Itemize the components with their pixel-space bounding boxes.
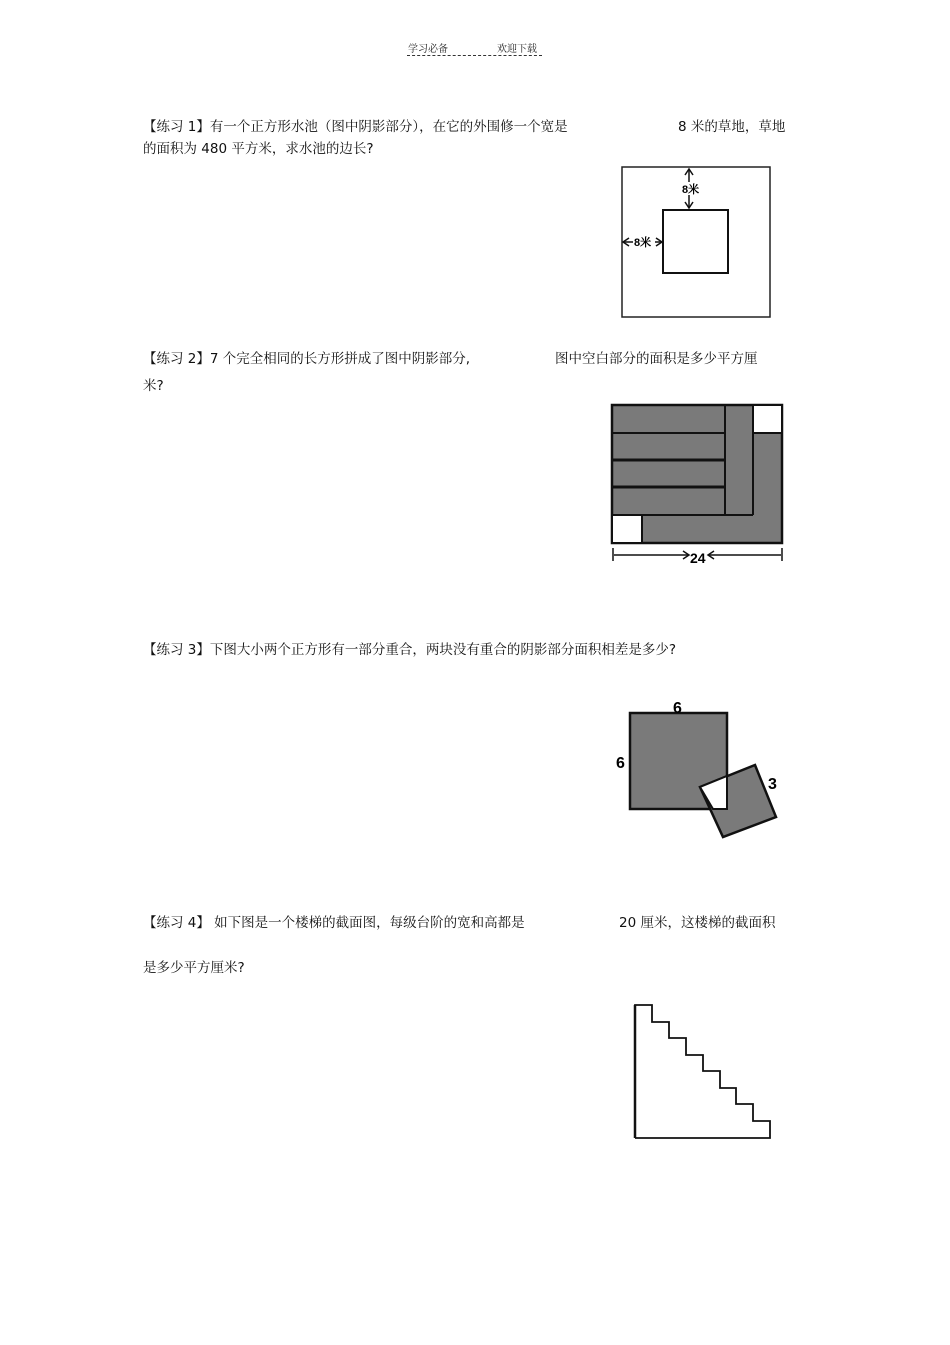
exercise-2-text-a: 【练习 2】7 个完全相同的长方形拼成了图中阴影部分, — [143, 351, 471, 367]
pool-square — [663, 210, 728, 273]
small-square-side-label: 3 — [768, 776, 777, 793]
header-right-text: 欢迎下载 — [497, 44, 537, 55]
large-square-left-label: 6 — [616, 755, 625, 772]
exercise-3-text-a: 【练习 3】下图大小两个正方形有一部分重合，两块没有重合的阴影部分面积相差是多少? — [143, 642, 677, 658]
exercise-2-rectangles-figure — [605, 398, 790, 573]
large-square-top-label: 6 — [673, 700, 682, 717]
header-divider — [407, 55, 542, 56]
left-width-label: 8米 — [634, 237, 652, 249]
header-left-text: 学习必备 — [408, 44, 448, 55]
exercise-4-text-b: 20 厘米，这楼梯的截面积 — [619, 915, 776, 931]
staircase-outline — [635, 1005, 770, 1138]
blank-square-top-right — [753, 405, 782, 433]
exercise-4-text-a: 【练习 4】 如下图是一个楼梯的截面图，每级台阶的宽和高都是 — [143, 915, 525, 931]
exercise-2-text-b: 图中空白部分的面积是多少平方厘 — [555, 351, 758, 367]
exercise-4-text-c: 是多少平方厘米? — [143, 960, 245, 976]
exercise-1-pool-figure — [610, 160, 780, 325]
blank-square-bottom-left — [612, 515, 642, 543]
total-length-label: 24 — [690, 550, 706, 566]
exercise-3-overlapping-squares-figure — [610, 695, 790, 845]
exercise-2-text-c: 米? — [143, 378, 164, 394]
exercise-1-text-b: 8 米的草地，草地 — [678, 119, 786, 135]
exercise-1-text-a: 【练习 1】有一个正方形水池（图中阴影部分），在它的外围修一个宽是 — [143, 119, 568, 135]
exercise-1-text-c: 的面积为 480 平方米，求水池的边长? — [143, 141, 374, 157]
exercise-4-staircase-figure — [625, 998, 780, 1148]
top-width-label: 8米 — [682, 184, 700, 196]
